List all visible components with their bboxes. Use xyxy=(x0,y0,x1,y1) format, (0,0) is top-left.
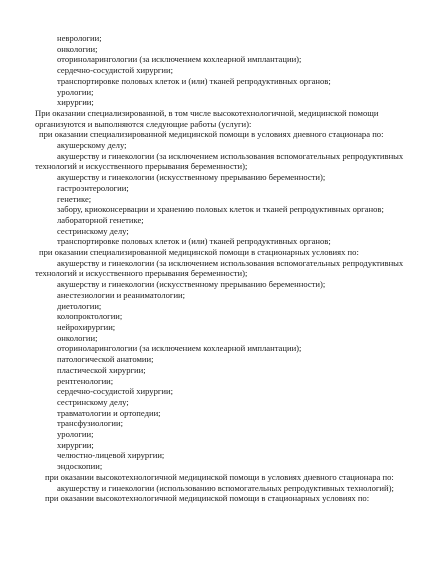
text-line: анестезиологии и реаниматологии; xyxy=(57,289,186,300)
paragraph-line: При оказании специализированной, в том числе высокотехнологичной, медицинской помощи xyxy=(35,107,379,118)
text-line: патологической анатомии; xyxy=(57,354,154,365)
text-line: технологий и искусственного прерывания беременности); xyxy=(35,161,248,172)
text-line: сердечно-сосудистой хирургии; xyxy=(57,65,174,76)
text-line: акушерскому делу; xyxy=(57,140,127,151)
text-line: рентгенологии; xyxy=(57,375,114,386)
text-line: онкологии; xyxy=(57,43,98,54)
text-line: акушерству и гинекологии (за исключением использования вспомогательных репродуктивных xyxy=(57,257,404,268)
section-heading-line: при оказании высокотехнологичной медицинской помощи в условиях дневного стационара по: xyxy=(45,471,394,482)
section-heading-line: при оказании высокотехнологичной медицинской помощи в стационарных условиях по: xyxy=(45,493,370,504)
text-line: акушерству и гинекологии (за исключением использования вспомогательных репродуктивных xyxy=(57,150,404,161)
section-heading-line: при оказании специализированной медицинской помощи в условиях дневного стационара по: xyxy=(39,129,384,140)
text-line: технологий и искусственного прерывания беременности); xyxy=(35,268,248,279)
text-line: пластической хирургии; xyxy=(57,364,146,375)
text-line: колопроктологии; xyxy=(57,311,123,322)
section-heading-line: при оказании специализированной медицинской помощи в стационарных условиях по: xyxy=(39,247,359,258)
text-line: диетологии; xyxy=(57,300,102,311)
text-line: сердечно-сосудистой хирургии; xyxy=(57,386,174,397)
text-line: онкологии; xyxy=(57,332,98,343)
text-line: акушерству и гинекологии (искусственному прерыванию беременности); xyxy=(57,172,326,183)
text-line: сестринскому делу; xyxy=(57,225,129,236)
text-line: оториноларингологии (за исключением кохлеарной имплантации); xyxy=(57,54,302,65)
text-line: генетике; xyxy=(57,193,92,204)
text-line: эндоскопии; xyxy=(57,461,103,472)
text-line: травматологии и ортопедии; xyxy=(57,407,161,418)
text-line: челюстно-лицевой хирургии; xyxy=(57,450,165,461)
text-line: урологии; xyxy=(57,86,94,97)
text-line: транспортировке половых клеток и (или) тканей репродуктивных органов; xyxy=(57,236,331,247)
text-line: забору, криоконсервации и хранению половых клеток и тканей репродуктивных органов; xyxy=(57,204,384,215)
paragraph-line: организуются и выполняются следующие работы (услуги): xyxy=(35,118,252,129)
text-line: хирургии; xyxy=(57,439,94,450)
text-line: сестринскому делу; xyxy=(57,396,129,407)
text-line: нейрохирургии; xyxy=(57,321,116,332)
text-line: гастроэнтерологии; xyxy=(57,182,129,193)
text-line: трансфузиологии; xyxy=(57,418,124,429)
text-line: неврологии; xyxy=(57,33,102,43)
text-line: акушерству и гинекологии (искусственному прерыванию беременности); xyxy=(57,279,326,290)
document-text xyxy=(35,33,415,504)
text-line: оториноларингологии (за исключением кохлеарной имплантации); xyxy=(57,343,302,354)
text-line: транспортировке половых клеток и (или) тканей репродуктивных органов; xyxy=(57,75,331,86)
text-line: урологии; xyxy=(57,429,94,440)
text-line: лабораторной генетике; xyxy=(57,214,144,225)
text-line: хирургии; xyxy=(57,97,94,108)
text-line: акушерству и гинекологии (использованию вспомогательных репродуктивных технологий); xyxy=(57,482,394,493)
